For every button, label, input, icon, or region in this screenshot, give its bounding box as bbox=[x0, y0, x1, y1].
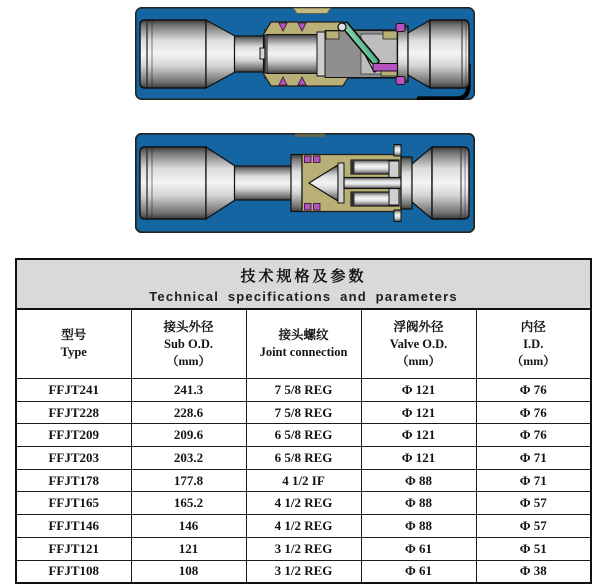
table-cell: 209.6 bbox=[131, 424, 246, 447]
right-tool-joint bbox=[401, 147, 469, 219]
table-cell: 165.2 bbox=[131, 492, 246, 515]
table-cell: Φ 71 bbox=[476, 469, 591, 492]
table-cell: FFJT178 bbox=[16, 469, 131, 492]
table-title-cell bbox=[16, 259, 591, 309]
table-cell: 108 bbox=[131, 560, 246, 583]
table-cell: Φ 51 bbox=[476, 537, 591, 560]
right-tool-joint bbox=[396, 20, 469, 88]
table-cell: 7 5/8 REG bbox=[246, 401, 361, 424]
housing-pin-bottom bbox=[394, 210, 401, 222]
column-header-unit: （mm） bbox=[166, 354, 211, 368]
flapper-float-sub-drawing bbox=[135, 7, 475, 100]
column-header-zh: 接头螺纹 bbox=[278, 328, 329, 342]
table-cell: Φ 71 bbox=[476, 447, 591, 470]
table-cell: Φ 76 bbox=[476, 379, 591, 402]
column-header-joint-connection bbox=[246, 309, 361, 379]
column-header-id bbox=[476, 309, 591, 379]
column-header-zh: 型号 bbox=[61, 328, 87, 342]
table-cell: 4 1/2 REG bbox=[246, 492, 361, 515]
table-cell: FFJT146 bbox=[16, 515, 131, 538]
table-cell: FFJT108 bbox=[16, 560, 131, 583]
table-cell: 146 bbox=[131, 515, 246, 538]
column-header-sub-od bbox=[131, 309, 246, 379]
table-title-row bbox=[16, 259, 591, 309]
table-cell: FFJT203 bbox=[16, 447, 131, 470]
column-header-en: Type bbox=[60, 345, 87, 359]
table-cell: Φ 57 bbox=[476, 515, 591, 538]
table-cell: FFJT241 bbox=[16, 379, 131, 402]
table-cell: 203.2 bbox=[131, 447, 246, 470]
column-header-row bbox=[16, 309, 591, 379]
table-row bbox=[16, 537, 591, 560]
table-cell: Φ 88 bbox=[361, 469, 476, 492]
table-row bbox=[16, 469, 591, 492]
table-cell: 3 1/2 REG bbox=[246, 560, 361, 583]
table-cell: Φ 57 bbox=[476, 492, 591, 515]
plunger-float-sub-drawing bbox=[135, 133, 475, 233]
table-cell: FFJT209 bbox=[16, 424, 131, 447]
column-header-en: Joint connection bbox=[259, 345, 348, 359]
column-header-unit: （mm） bbox=[511, 354, 556, 368]
spec-table bbox=[15, 258, 592, 584]
table-cell: 7 5/8 REG bbox=[246, 379, 361, 402]
table-cell: 121 bbox=[131, 537, 246, 560]
table-cell: Φ 76 bbox=[476, 424, 591, 447]
table-row bbox=[16, 492, 591, 515]
table-cell: 4 1/2 REG bbox=[246, 515, 361, 538]
table-cell: Φ 88 bbox=[361, 492, 476, 515]
table-title-en: Technical specifications and parameters bbox=[149, 288, 458, 304]
table-cell: 6 5/8 REG bbox=[246, 424, 361, 447]
table-cell: Φ 121 bbox=[361, 447, 476, 470]
column-header-en: Valve O.D. bbox=[389, 337, 448, 351]
seal-bar bbox=[373, 64, 399, 72]
table-cell: 241.3 bbox=[131, 379, 246, 402]
column-header-valve-od bbox=[361, 309, 476, 379]
table-row bbox=[16, 379, 591, 402]
column-header-unit: （mm） bbox=[396, 354, 441, 368]
table-cell: 6 5/8 REG bbox=[246, 447, 361, 470]
housing-pin-top bbox=[394, 145, 401, 157]
table-row bbox=[16, 424, 591, 447]
table-cell: FFJT121 bbox=[16, 537, 131, 560]
table-cell: Φ 61 bbox=[361, 560, 476, 583]
table-cell: Φ 38 bbox=[476, 560, 591, 583]
table-row bbox=[16, 515, 591, 538]
table-cell: Φ 121 bbox=[361, 401, 476, 424]
table-cell: FFJT228 bbox=[16, 401, 131, 424]
column-header-zh: 接头外径 bbox=[163, 320, 214, 334]
table-cell: 4 1/2 IF bbox=[246, 469, 361, 492]
table-cell: 3 1/2 REG bbox=[246, 537, 361, 560]
table-row bbox=[16, 560, 591, 583]
table-cell: Φ 121 bbox=[361, 424, 476, 447]
valve-housing bbox=[291, 145, 416, 222]
column-header-zh: 内径 bbox=[520, 320, 546, 334]
table-cell: 177.8 bbox=[131, 469, 246, 492]
column-header-type bbox=[16, 309, 131, 379]
table-cell: 228.6 bbox=[131, 401, 246, 424]
table-cell: Φ 76 bbox=[476, 401, 591, 424]
table-cell: Φ 121 bbox=[361, 379, 476, 402]
table-title-zh: 技术规格及参数 bbox=[240, 268, 367, 285]
table-row bbox=[16, 401, 591, 424]
table-row bbox=[16, 447, 591, 470]
column-header-en: Sub O.D. bbox=[164, 337, 213, 351]
flapper-float-sub-diagram bbox=[135, 7, 475, 100]
table-cell: Φ 88 bbox=[361, 515, 476, 538]
column-header-en: I.D. bbox=[523, 337, 544, 351]
table-cell: Φ 61 bbox=[361, 537, 476, 560]
table-cell: FFJT165 bbox=[16, 492, 131, 515]
flapper-hinge bbox=[338, 23, 346, 31]
plunger-float-sub-diagram bbox=[135, 133, 475, 233]
column-header-zh: 浮阀外径 bbox=[393, 320, 444, 334]
